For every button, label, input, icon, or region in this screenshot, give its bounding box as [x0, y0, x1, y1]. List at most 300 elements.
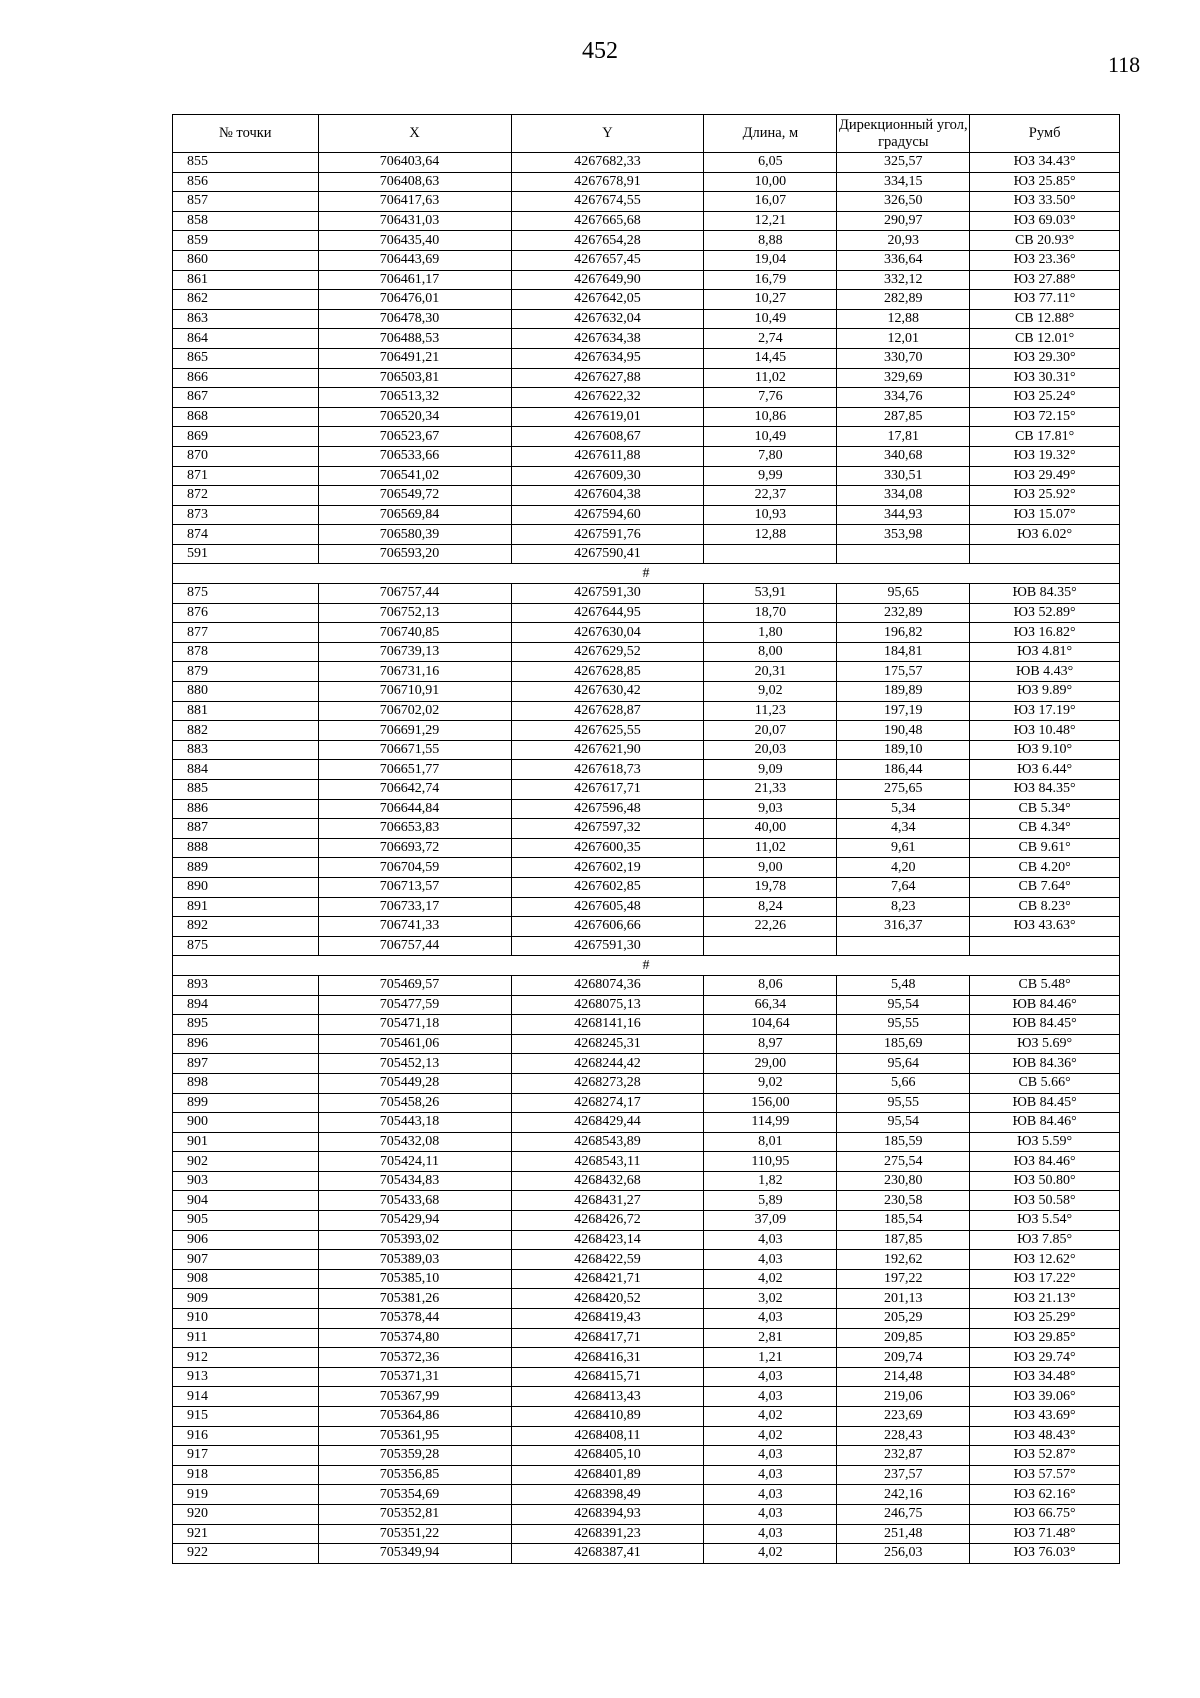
angle-cell	[837, 544, 970, 564]
table-row	[173, 760, 1120, 780]
y-cell: 4268543,89	[511, 1132, 704, 1152]
table-row	[173, 1015, 1120, 1035]
y-cell: 4267602,85	[511, 877, 704, 897]
y-cell: 4267649,90	[511, 270, 704, 290]
point-number-cell: 910	[173, 1309, 319, 1329]
length-cell: 4,03	[704, 1524, 837, 1544]
y-cell: 4268394,93	[511, 1504, 704, 1524]
length-cell: 12,21	[704, 211, 837, 231]
point-number-cell: 897	[173, 1054, 319, 1074]
rumb-cell: ЮЗ 25.29°	[970, 1309, 1120, 1329]
table-row	[173, 348, 1120, 368]
angle-cell: 8,23	[837, 897, 970, 917]
point-number-cell: 887	[173, 819, 319, 839]
y-cell: 4268387,41	[511, 1544, 704, 1564]
point-number-cell: 872	[173, 486, 319, 506]
table-row	[173, 799, 1120, 819]
rumb-cell: ЮЗ 69.03°	[970, 211, 1120, 231]
table-row	[173, 1367, 1120, 1387]
table-row	[173, 877, 1120, 897]
point-number-cell: 868	[173, 407, 319, 427]
length-cell: 8,97	[704, 1034, 837, 1054]
angle-cell: 205,29	[837, 1309, 970, 1329]
angle-cell: 4,34	[837, 819, 970, 839]
table-row	[173, 838, 1120, 858]
point-number-cell: 919	[173, 1485, 319, 1505]
length-cell: 4,03	[704, 1465, 837, 1485]
y-cell: 4268419,43	[511, 1309, 704, 1329]
rumb-cell: ЮЗ 15.07°	[970, 505, 1120, 525]
angle-cell: 334,76	[837, 388, 970, 408]
angle-cell: 228,43	[837, 1426, 970, 1446]
angle-cell: 330,51	[837, 466, 970, 486]
angle-cell: 219,06	[837, 1387, 970, 1407]
x-cell: 706541,02	[318, 466, 511, 486]
table-row	[173, 975, 1120, 995]
x-cell: 705449,28	[318, 1073, 511, 1093]
x-cell: 706513,32	[318, 388, 511, 408]
point-number-cell: 905	[173, 1211, 319, 1231]
separator-row	[173, 564, 1120, 584]
point-number-cell: 882	[173, 721, 319, 741]
rumb-cell: ЮЗ 12.62°	[970, 1250, 1120, 1270]
length-cell: 4,03	[704, 1230, 837, 1250]
point-number-cell: 879	[173, 662, 319, 682]
table-row	[173, 270, 1120, 290]
angle-cell: 325,57	[837, 153, 970, 173]
angle-cell: 185,59	[837, 1132, 970, 1152]
length-cell: 21,33	[704, 780, 837, 800]
x-cell: 706488,53	[318, 329, 511, 349]
length-cell: 4,02	[704, 1269, 837, 1289]
y-cell: 4267654,28	[511, 231, 704, 251]
angle-cell: 5,66	[837, 1073, 970, 1093]
point-number-cell: 875	[173, 584, 319, 604]
table-row	[173, 897, 1120, 917]
point-number-cell: 911	[173, 1328, 319, 1348]
table-row	[173, 466, 1120, 486]
length-cell: 10,27	[704, 290, 837, 310]
x-cell: 706461,17	[318, 270, 511, 290]
rumb-cell: ЮЗ 17.19°	[970, 701, 1120, 721]
length-cell: 11,02	[704, 838, 837, 858]
table-row	[173, 1034, 1120, 1054]
point-number-cell: 900	[173, 1113, 319, 1133]
length-cell: 14,45	[704, 348, 837, 368]
table-row	[173, 368, 1120, 388]
point-number-cell: 917	[173, 1446, 319, 1466]
x-cell: 706741,33	[318, 917, 511, 937]
angle-cell: 316,37	[837, 917, 970, 937]
y-cell: 4267644,95	[511, 603, 704, 623]
angle-cell: 95,55	[837, 1093, 970, 1113]
rumb-cell: ЮЗ 5.54°	[970, 1211, 1120, 1231]
rumb-cell: ЮЗ 9.89°	[970, 682, 1120, 702]
rumb-cell: ЮЗ 34.48°	[970, 1367, 1120, 1387]
length-cell: 4,03	[704, 1250, 837, 1270]
x-cell: 705432,08	[318, 1132, 511, 1152]
x-cell: 705354,69	[318, 1485, 511, 1505]
length-cell: 3,02	[704, 1289, 837, 1309]
y-cell: 4267629,52	[511, 642, 704, 662]
x-cell: 705367,99	[318, 1387, 511, 1407]
table-row	[173, 1132, 1120, 1152]
angle-cell: 185,69	[837, 1034, 970, 1054]
y-cell: 4267642,05	[511, 290, 704, 310]
length-cell: 10,49	[704, 309, 837, 329]
y-cell: 4267674,55	[511, 192, 704, 212]
rumb-cell: ЮЗ 50.58°	[970, 1191, 1120, 1211]
point-number-cell: 892	[173, 917, 319, 937]
table-row	[173, 1446, 1120, 1466]
y-cell: 4268417,71	[511, 1328, 704, 1348]
angle-cell: 232,89	[837, 603, 970, 623]
x-cell: 706752,13	[318, 603, 511, 623]
point-number-cell: 858	[173, 211, 319, 231]
rumb-cell: СВ 17.81°	[970, 427, 1120, 447]
length-cell: 7,80	[704, 446, 837, 466]
y-cell: 4267630,04	[511, 623, 704, 643]
angle-cell: 7,64	[837, 877, 970, 897]
angle-cell: 12,88	[837, 309, 970, 329]
x-cell: 705378,44	[318, 1309, 511, 1329]
table-row	[173, 250, 1120, 270]
length-cell: 19,04	[704, 250, 837, 270]
table-row	[173, 1348, 1120, 1368]
y-cell: 4268245,31	[511, 1034, 704, 1054]
length-cell: 8,01	[704, 1132, 837, 1152]
point-number-cell: 861	[173, 270, 319, 290]
x-cell: 706653,83	[318, 819, 511, 839]
y-cell: 4268431,27	[511, 1191, 704, 1211]
length-cell: 10,00	[704, 172, 837, 192]
length-cell: 1,21	[704, 1348, 837, 1368]
rumb-cell: ЮЗ 52.89°	[970, 603, 1120, 623]
table-row	[173, 407, 1120, 427]
table-row	[173, 701, 1120, 721]
table-row	[173, 329, 1120, 349]
table-row	[173, 1093, 1120, 1113]
table-row	[173, 486, 1120, 506]
table-row	[173, 525, 1120, 545]
y-cell: 4267597,32	[511, 819, 704, 839]
rumb-cell: ЮЗ 29.85°	[970, 1328, 1120, 1348]
point-number-cell: 913	[173, 1367, 319, 1387]
table-row	[173, 544, 1120, 564]
angle-cell: 12,01	[837, 329, 970, 349]
length-cell: 7,76	[704, 388, 837, 408]
table-row	[173, 505, 1120, 525]
table-row	[173, 1152, 1120, 1172]
x-cell: 706443,69	[318, 250, 511, 270]
table-row	[173, 1485, 1120, 1505]
rumb-cell: ЮЗ 77.11°	[970, 290, 1120, 310]
angle-cell: 197,19	[837, 701, 970, 721]
y-cell: 4267608,67	[511, 427, 704, 447]
point-number-cell: 875	[173, 936, 319, 956]
point-number-cell: 896	[173, 1034, 319, 1054]
angle-cell: 242,16	[837, 1485, 970, 1505]
length-cell: 4,02	[704, 1544, 837, 1564]
x-cell: 706417,63	[318, 192, 511, 212]
angle-cell: 334,15	[837, 172, 970, 192]
x-cell: 706642,74	[318, 780, 511, 800]
rumb-cell: ЮЗ 57.57°	[970, 1465, 1120, 1485]
angle-cell: 223,69	[837, 1407, 970, 1427]
point-number-cell: 915	[173, 1407, 319, 1427]
length-cell: 18,70	[704, 603, 837, 623]
y-cell: 4268075,13	[511, 995, 704, 1015]
y-cell: 4267619,01	[511, 407, 704, 427]
rumb-cell: СВ 9.61°	[970, 838, 1120, 858]
x-cell: 705434,83	[318, 1171, 511, 1191]
y-cell: 4267622,32	[511, 388, 704, 408]
rumb-cell: СВ 20.93°	[970, 231, 1120, 251]
rumb-cell: ЮЗ 6.02°	[970, 525, 1120, 545]
y-cell: 4268429,44	[511, 1113, 704, 1133]
angle-cell: 95,64	[837, 1054, 970, 1074]
point-number-cell: 909	[173, 1289, 319, 1309]
x-cell: 706431,03	[318, 211, 511, 231]
table-row	[173, 211, 1120, 231]
angle-cell: 330,70	[837, 348, 970, 368]
x-cell: 705469,57	[318, 975, 511, 995]
y-cell: 4268244,42	[511, 1054, 704, 1074]
table-row	[173, 819, 1120, 839]
x-cell: 706731,16	[318, 662, 511, 682]
x-cell: 706478,30	[318, 309, 511, 329]
length-cell: 9,99	[704, 466, 837, 486]
rumb-cell: ЮВ 84.45°	[970, 1015, 1120, 1035]
length-cell: 22,26	[704, 917, 837, 937]
point-number-cell: 894	[173, 995, 319, 1015]
point-number-cell: 893	[173, 975, 319, 995]
length-cell: 37,09	[704, 1211, 837, 1231]
y-cell: 4267621,90	[511, 740, 704, 760]
length-cell: 4,03	[704, 1309, 837, 1329]
table-row	[173, 858, 1120, 878]
table-row	[173, 1171, 1120, 1191]
rumb-cell: ЮЗ 6.44°	[970, 760, 1120, 780]
x-cell: 706580,39	[318, 525, 511, 545]
y-cell: 4268432,68	[511, 1171, 704, 1191]
point-number-cell: 857	[173, 192, 319, 212]
header-length: Длина, м	[704, 115, 837, 153]
angle-cell: 232,87	[837, 1446, 970, 1466]
length-cell: 10,86	[704, 407, 837, 427]
length-cell: 2,74	[704, 329, 837, 349]
angle-cell: 9,61	[837, 838, 970, 858]
y-cell: 4268421,71	[511, 1269, 704, 1289]
angle-cell: 214,48	[837, 1367, 970, 1387]
table-row	[173, 603, 1120, 623]
y-cell: 4268405,10	[511, 1446, 704, 1466]
point-number-cell: 903	[173, 1171, 319, 1191]
length-cell: 9,00	[704, 858, 837, 878]
x-cell: 705471,18	[318, 1015, 511, 1035]
rumb-cell: ЮВ 84.36°	[970, 1054, 1120, 1074]
angle-cell: 209,85	[837, 1328, 970, 1348]
x-cell: 706533,66	[318, 446, 511, 466]
y-cell: 4267606,66	[511, 917, 704, 937]
length-cell: 4,03	[704, 1387, 837, 1407]
separator-mark: #	[173, 564, 1120, 584]
x-cell: 705351,22	[318, 1524, 511, 1544]
angle-cell: 353,98	[837, 525, 970, 545]
x-cell: 705424,11	[318, 1152, 511, 1172]
length-cell: 12,88	[704, 525, 837, 545]
y-cell: 4267628,85	[511, 662, 704, 682]
x-cell: 706435,40	[318, 231, 511, 251]
length-cell: 4,02	[704, 1426, 837, 1446]
angle-cell: 329,69	[837, 368, 970, 388]
table-row	[173, 1504, 1120, 1524]
rumb-cell: ЮЗ 5.69°	[970, 1034, 1120, 1054]
rumb-cell: СВ 4.34°	[970, 819, 1120, 839]
y-cell: 4267665,68	[511, 211, 704, 231]
y-cell: 4267591,30	[511, 936, 704, 956]
angle-cell: 192,62	[837, 1250, 970, 1270]
y-cell: 4267611,88	[511, 446, 704, 466]
point-number-cell: 884	[173, 760, 319, 780]
point-number-cell: 856	[173, 172, 319, 192]
y-cell: 4268422,59	[511, 1250, 704, 1270]
y-cell: 4267609,30	[511, 466, 704, 486]
point-number-cell: 901	[173, 1132, 319, 1152]
length-cell: 10,93	[704, 505, 837, 525]
y-cell: 4267632,04	[511, 309, 704, 329]
angle-cell: 336,64	[837, 250, 970, 270]
rumb-cell: ЮВ 84.45°	[970, 1093, 1120, 1113]
table-row	[173, 1309, 1120, 1329]
y-cell: 4268273,28	[511, 1073, 704, 1093]
point-number-cell: 906	[173, 1230, 319, 1250]
x-cell: 705364,86	[318, 1407, 511, 1427]
table-row	[173, 1387, 1120, 1407]
table-row	[173, 936, 1120, 956]
length-cell: 1,82	[704, 1171, 837, 1191]
rumb-cell: ЮЗ 50.80°	[970, 1171, 1120, 1191]
table-row	[173, 1328, 1120, 1348]
rumb-cell: ЮВ 84.35°	[970, 584, 1120, 604]
point-number-cell: 920	[173, 1504, 319, 1524]
angle-cell: 334,08	[837, 486, 970, 506]
x-cell: 706491,21	[318, 348, 511, 368]
point-number-cell: 877	[173, 623, 319, 643]
rumb-cell: ЮЗ 25.92°	[970, 486, 1120, 506]
point-number-cell: 874	[173, 525, 319, 545]
table-row	[173, 1544, 1120, 1564]
length-cell: 22,37	[704, 486, 837, 506]
separator-mark: #	[173, 956, 1120, 976]
angle-cell: 184,81	[837, 642, 970, 662]
y-cell: 4267634,95	[511, 348, 704, 368]
rumb-cell: ЮЗ 72.15°	[970, 407, 1120, 427]
angle-cell: 196,82	[837, 623, 970, 643]
angle-cell: 246,75	[837, 1504, 970, 1524]
length-cell: 10,49	[704, 427, 837, 447]
length-cell: 8,00	[704, 642, 837, 662]
y-cell: 4267605,48	[511, 897, 704, 917]
header-rumb: Румб	[970, 115, 1120, 153]
y-cell: 4267617,71	[511, 780, 704, 800]
point-number-cell: 899	[173, 1093, 319, 1113]
rumb-cell: ЮЗ 25.24°	[970, 388, 1120, 408]
point-number-cell: 881	[173, 701, 319, 721]
x-cell: 706704,59	[318, 858, 511, 878]
x-cell: 705461,06	[318, 1034, 511, 1054]
point-number-cell: 871	[173, 466, 319, 486]
point-number-cell: 888	[173, 838, 319, 858]
x-cell: 706503,81	[318, 368, 511, 388]
table-row	[173, 1054, 1120, 1074]
table-row	[173, 231, 1120, 251]
table-row	[173, 662, 1120, 682]
rumb-cell: ЮЗ 84.46°	[970, 1152, 1120, 1172]
y-cell: 4268408,11	[511, 1426, 704, 1446]
angle-cell: 17,81	[837, 427, 970, 447]
page-number-right: 118	[1108, 52, 1141, 77]
angle-cell: 190,48	[837, 721, 970, 741]
table-row	[173, 1191, 1120, 1211]
y-cell: 4267591,76	[511, 525, 704, 545]
coordinates-table	[172, 114, 1120, 1564]
rumb-cell: ЮЗ 29.74°	[970, 1348, 1120, 1368]
y-cell: 4267678,91	[511, 172, 704, 192]
y-cell: 4268141,16	[511, 1015, 704, 1035]
y-cell: 4267590,41	[511, 544, 704, 564]
x-cell: 705381,26	[318, 1289, 511, 1309]
rumb-cell: ЮВ 84.46°	[970, 1113, 1120, 1133]
x-cell: 705393,02	[318, 1230, 511, 1250]
rumb-cell: ЮЗ 16.82°	[970, 623, 1120, 643]
rumb-cell: ЮЗ 17.22°	[970, 1269, 1120, 1289]
angle-cell: 332,12	[837, 270, 970, 290]
x-cell: 706408,63	[318, 172, 511, 192]
rumb-cell: СВ 8.23°	[970, 897, 1120, 917]
x-cell: 705389,03	[318, 1250, 511, 1270]
rumb-cell	[970, 544, 1120, 564]
rumb-cell: СВ 4.20°	[970, 858, 1120, 878]
rumb-cell: ЮЗ 34.43°	[970, 153, 1120, 173]
y-cell: 4268398,49	[511, 1485, 704, 1505]
length-cell: 11,02	[704, 368, 837, 388]
angle-cell: 95,54	[837, 995, 970, 1015]
header-y: Y	[511, 115, 704, 153]
x-cell: 706757,44	[318, 584, 511, 604]
angle-cell: 175,57	[837, 662, 970, 682]
table-row	[173, 740, 1120, 760]
table-row	[173, 1524, 1120, 1544]
rumb-cell: ЮЗ 5.59°	[970, 1132, 1120, 1152]
point-number-cell: 916	[173, 1426, 319, 1446]
point-number-cell: 866	[173, 368, 319, 388]
x-cell: 705356,85	[318, 1465, 511, 1485]
table-row	[173, 721, 1120, 741]
separator-row	[173, 956, 1120, 976]
table-header-row	[173, 115, 1120, 153]
y-cell: 4267628,87	[511, 701, 704, 721]
point-number-cell: 864	[173, 329, 319, 349]
table-row	[173, 780, 1120, 800]
x-cell: 705361,95	[318, 1426, 511, 1446]
rumb-cell: ЮЗ 48.43°	[970, 1426, 1120, 1446]
table-row	[173, 642, 1120, 662]
table-row	[173, 192, 1120, 212]
point-number-cell: 865	[173, 348, 319, 368]
x-cell: 705477,59	[318, 995, 511, 1015]
point-number-cell: 889	[173, 858, 319, 878]
